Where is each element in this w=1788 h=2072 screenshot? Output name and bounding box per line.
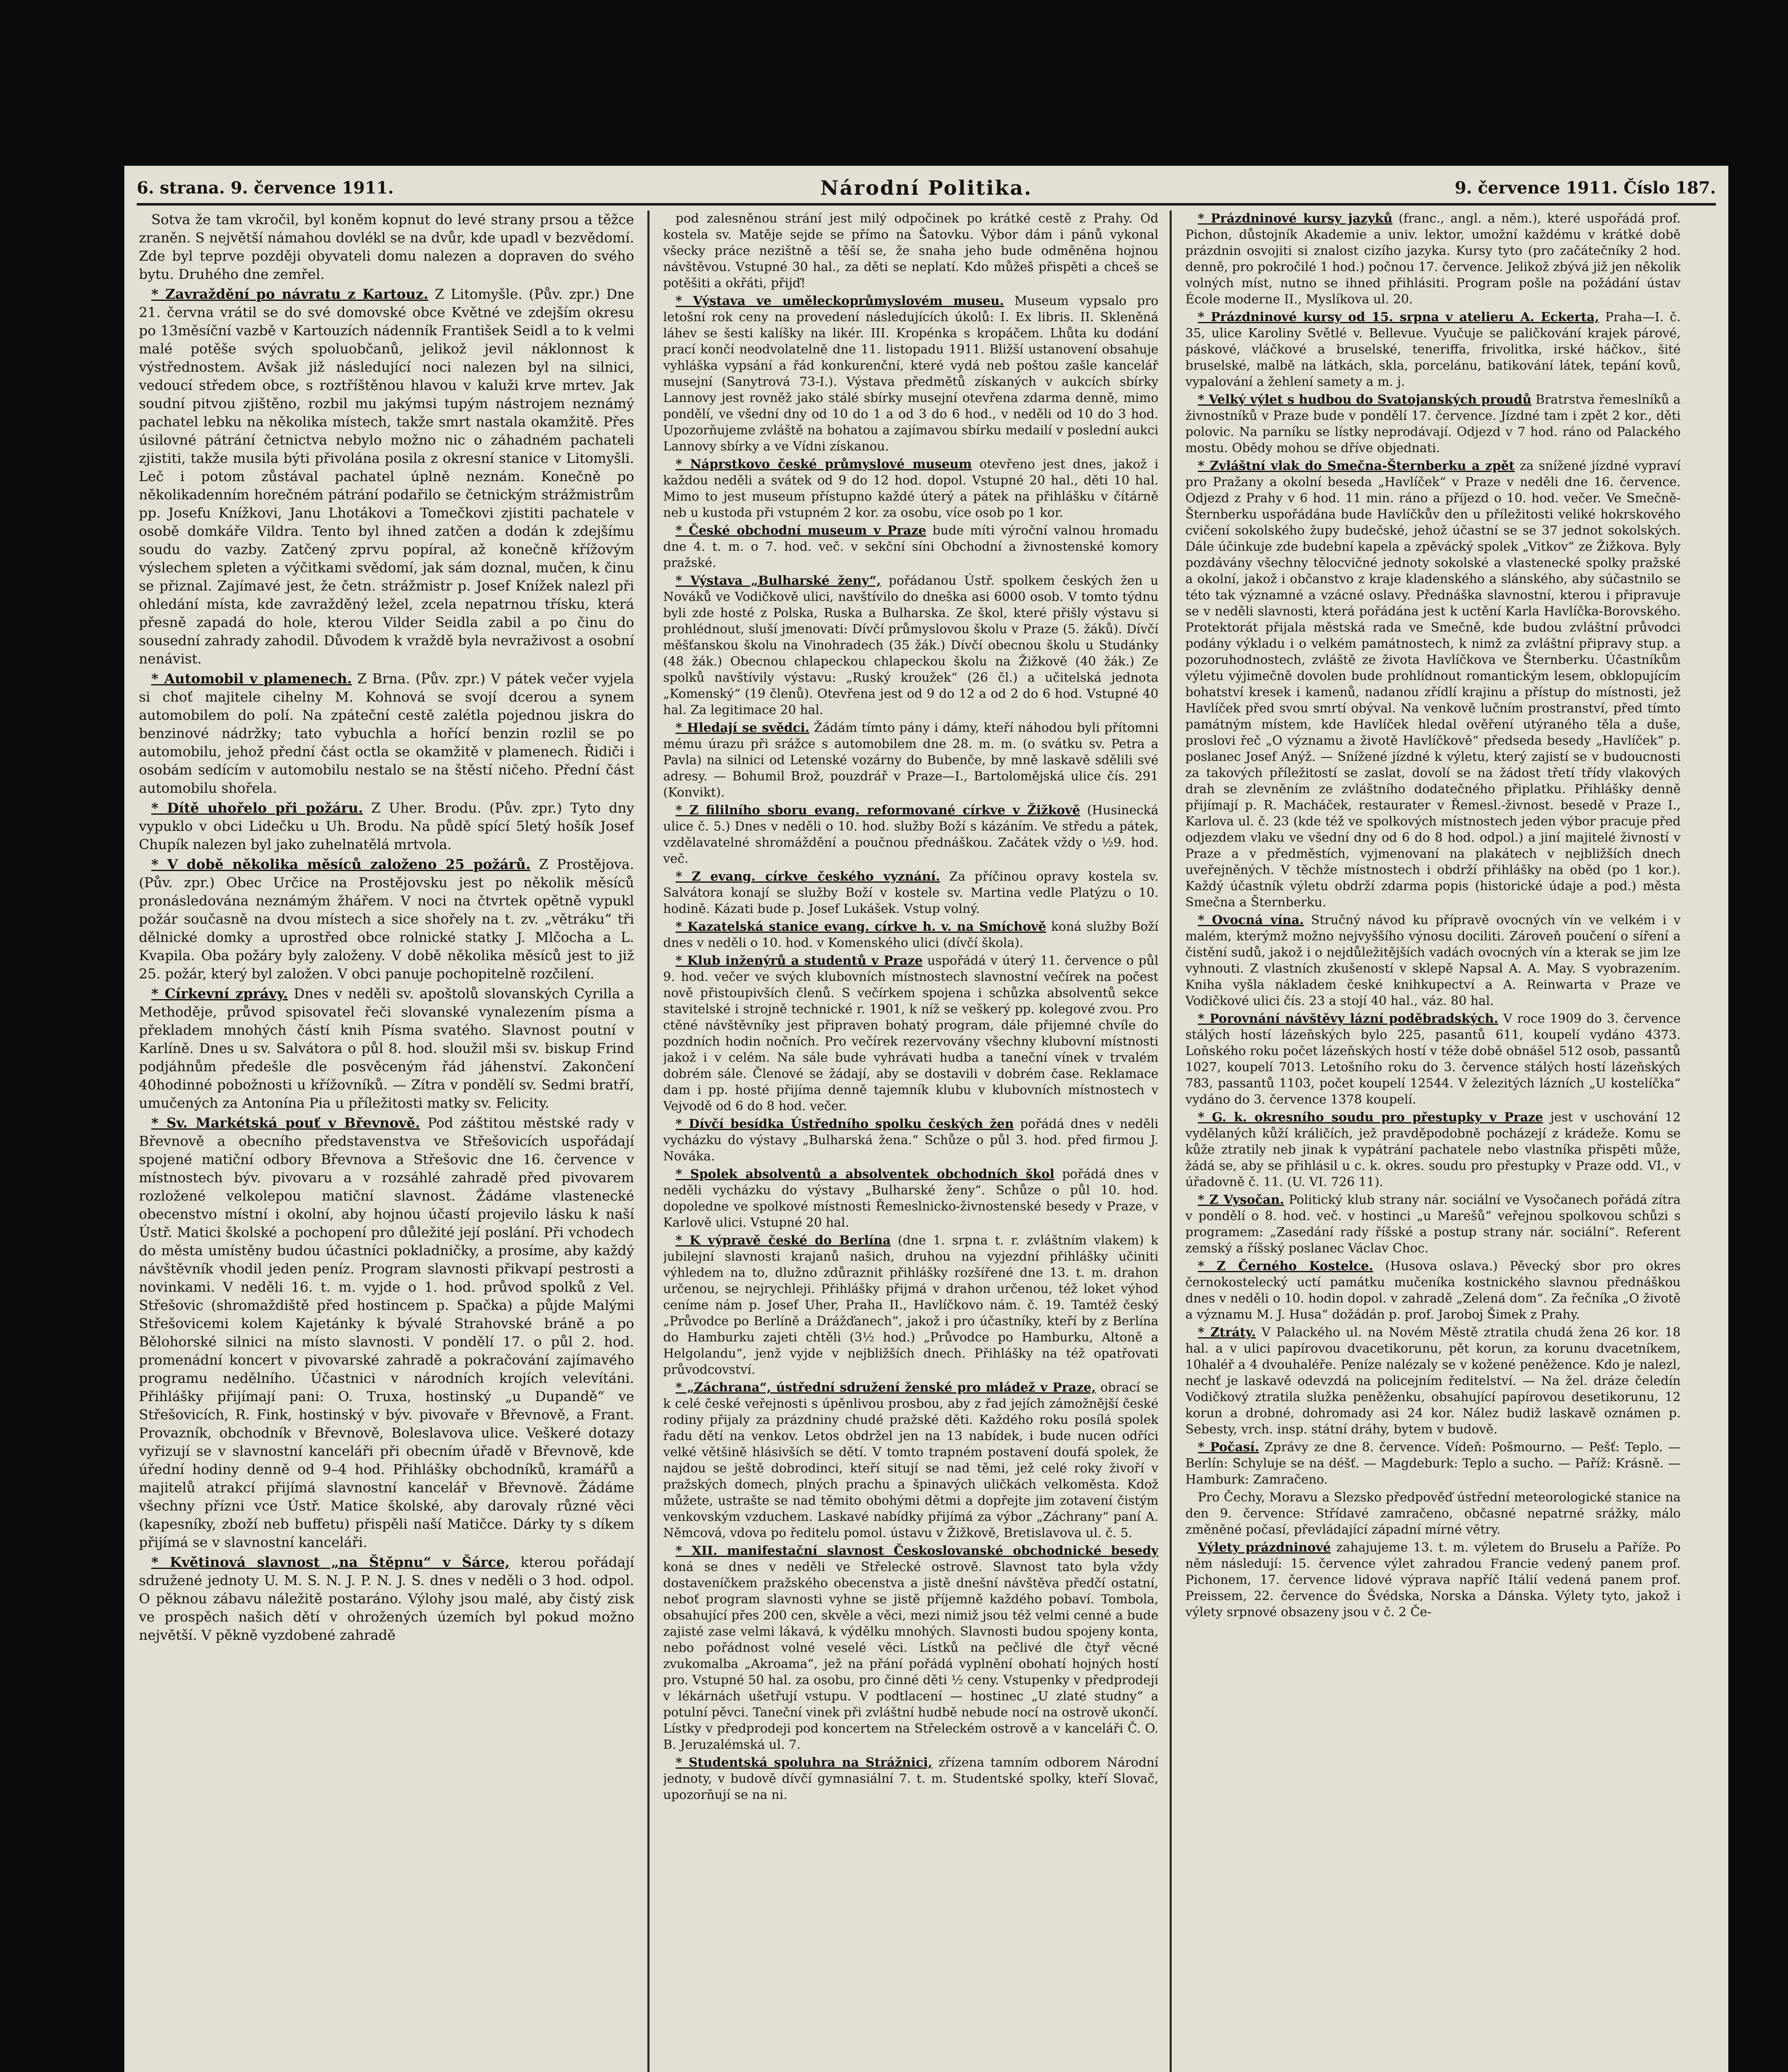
article-paragraph [139,211,634,283]
article-heading: * Automobil v plamenech. [151,670,352,687]
article-heading: * K výpravě české do Berlína [676,1233,891,1248]
article-body: (Husova oslava.) Pěvecký sbor pro okres černokostelecký uctí památku mučeníka kostnického slavnou přednáškou dnes v neděli o 10. hodin dopol. v zahradě „Zelená dom“. Za řečníka „O životě a významu M. J. Husa“ dožádán p. prof. Jaroboj Šimek z Prahy. [1185,1259,1681,1322]
article-paragraph [139,285,634,668]
article-body: Zprávy ze dne 8. července. Vídeň: Pošmourno. — Pešť: Teplo. — Berlín: Schyluje se na déšť. — Magdeburk: Teplo a sucho. — Paříž: Krásně. — Hamburk: Zamračeno. [1185,1440,1681,1487]
article-paragraph [663,456,1158,521]
article-heading: * Prázdninové kursy od 15. srpna v atelieru A. Eckerta, [1198,310,1599,324]
article-paragraph [1185,1539,1681,1620]
article-body: Pod záštitou městské rady v Břevnově a obecního představenstva ve Střešovicích uspořádají spojené matiční odbory Břevnova a Střešovic dne 16. července v místnostech býv. pivovaru a v rozsáhlé zahradě před pivovarem rozložené velkolepou matiční slavnost. Žádáme vlastenecké obecenstvo místní i okolní, aby hojnou účastí projevilo lásku k naší Ústř. Matici školské a pochopení pro důležité její poslání. Při vchodech do města umístěny budou účastníci pokladničky, a prosíme, aby každý návštěvník vhodil jeden peníz. Program slavnosti přikvapí pestrosti a novinkami. V neděli 16. t. m. vyjde o 1. hod. průvod spolků z Vel. Střešovic (shromaždiště před hostincem p. Spačka) a půjde Malými Střešovicemi kolem Kajetánky k bývalé Strahovské bráně a po Bělohorské silnici na místo slavnosti. V pondělí 17. o půl 2. hod. promenádní koncert v pivovarské zahradě a pokračování zajímavého programu nedělního. Účastnici v národních krojích velevítáni. Přihlášky přijímají pani: O. Truxa, hostinský „u Dupandě“ ve Střešovicích, R. Fink, hostinský v býv. pivovaře v Břevnově, a Frant. Provazník, obchodník v Břevnově, Boleslavova ulice. Veškeré dotazy vyřizují se v slavnostní kanceláři při obecním úřadě v Břevnově, kde úřední hodiny denně od 9–4 hod. Přihlášky obchodníků, kramářů a majitelů atrakcí přijímá slavnostní kancelář v Břevnově. Žádáme všechny přízni vce Ústř. Matice školské, aby darovaly různé věci (kapesníky, zboží neb buffetu) přispěli naší Matičce. Dárky ty s díkem přijímá se v slavnostní kanceláři. [139,1115,634,1550]
article-paragraph [1185,1258,1681,1323]
article-paragraph [1185,458,1681,910]
article-body: otevřeno jest dnes, jakož i každou neděli a svátek od 9 do 12 hod. dopol. Vstupné 20 hal., děti 10 hal. Mimo to jest museum přístupno každé úterý a pátek na přihlášku v čítárně neb u kustoda při vstupném 2 kor. za osobu, více osob po 1 kor. [663,457,1158,520]
article-body: Stručný návod ku přípravě ovocných vín ve velkém i v malém, kterýmž možno nejvyššího výnosu dociliti. Zároveň poučení o síření a čistění sudů, jakož i o nejdůležitějších vadách ovocných vín a kterak se jim lze vyhnouti. Z vlastních zkušeností v sklepě Napsal A. A. May. S vyobrazením. Kniha vyšla nákladem české knihkupectví a A. Reinwarta v Praze ve Vodičkové ulici čís. 23 a stojí 40 hal., váz. 80 hal. [1185,913,1681,1008]
newspaper-page [124,166,1728,2072]
article-body: Z Brna. (Pův. zpr.) V pátek večer vyjela si choť majitele cihelny M. Kohnová se svojí dcerou a synem automobilem do polí. Na zpáteční cestě zalétla pojednou jiskra do benzinové nádržky; tato vybuchla a hořící benzin rozlil se po automobilu, jehož přední část octla se okamžitě v plamenech. Řidiči i osobám sedícím v automobilu nestalo se na štěstí ničeho. Přední část automobilu shořela. [139,670,634,796]
article-paragraph [663,919,1158,951]
article-paragraph [663,1232,1158,1378]
article-heading: * Spolek absolventů a absolventek obchodních škol [676,1167,1054,1181]
article-heading: * Ztráty. [1198,1325,1256,1340]
article-body: Z Litomyšle. (Pův. zpr.) Dne 21. června vrátil se do své domovské obce Květné ve zdejším okresu po 13měsíční vazbě v Kartouzích nádenník František Seidl a to k velmi malé potěše svých spoluobčanů, jelikož jevil náklonnost k výstřednostem. Avšak již následující noci nalezen byl na silnici, vedoucí středem obce, s roztříštěnou hlavou v kaluži krve mrtev. Jak soudní pitvou zjištěno, rozbil mu jakýmsi tupým nástrojem neznámý pachatel lebku na několika místech, takže smrt nastala okamžitě. Přes úsilovné pátrání četnictva nebylo možno nic o záhadném pachateli zjistiti, takže musila býti přivolána posila z okresní stanice v Litomyšli. Leč i potom zůstával pachatel úplně neznám. Konečně po několikadenním horečném pátrání podařilo se četnickým strážmistrům pp. Josefu Knížkovi, Janu Lhotákovi a Tomečkovi zjistiti pachatele v osobě domkáře Vildra. Tento byl ihned zatčen a dodán k zdejšímu soudu do vazby. Zatčený zprvu popíral, až konečně křížovým výslechem spleten a výčitkami svědomí, jak sám doznal, mučen, k činu se přiznal. Zajímavé jest, že četn. strážmistr p. Josef Knížek nalezl při ohledání místa, kde zavražděný ležel, zcela nepatrnou třísku, která přesně zapadá do hole, kterou Vilder Seidla zabil a po činu do sousední zahrady zahodil. Důvodem k vraždě byla nevraživost a osobní nenávist. [139,286,634,667]
column-divider [647,211,649,2072]
article-paragraph [1185,1439,1681,1488]
issue-date-number: 9. července 1911. Číslo 187. [1454,178,1716,198]
article-paragraph [663,720,1158,801]
article-body: Dnes v neděli sv. apoštolů slovanských Cyrilla a Methoděje, průvod spisovatel řeči slovanské vynalezením písma a překladem mnohých částí knih Písma svatého. Slavnost poutní v Karlíně. Dnes u sv. Salvátora o půl 8. hod. sloužil mši sv. biskup Frind podjáhnům předešle dle posvěceným řád jáhenství. Zakončení 40hodinné pobožnosti u křížovníků. — Zítra v pondělí sv. Sedmi bratří, umučených za Antonína Pia u příležitosti matky sv. Felicity. [139,985,634,1111]
article-paragraph [663,1755,1158,1803]
article-body: Politický klub strany nár. sociální ve Vysočanech pořádá zítra v pondělí o 8. hod. več. v hostinci „u Marešů“ veřejnou spolkovou schůzi s programem: „Zasedání rady říšské a postup strany nár. sociální“. Referent zemský a říšský poslanec Václav Choc. [1185,1193,1681,1256]
article-heading: * Dítě uhořelo při požáru. [151,800,363,816]
article-paragraph [139,670,634,797]
article-body: Za příčinou opravy kostela sv. Salvátora konají se služby Boží v kostele sv. Martina vedle Platýzu o 10. hodině. Kázati bude p. Josef Lukášek. Vstup volný. [663,869,1158,916]
article-paragraph [139,1114,634,1552]
article-body: koná služby Boží dnes v neděli o 10. hod. v Komenského ulici (dívčí škola). [663,920,1158,950]
column-3 [1185,211,1681,2072]
article-body: Praha—I. č. 35, ulice Karoliny Světlé v. Bellevue. Vyučuje se paličkování krajek párové, páskové, vláčkové a bruselské, teneriffa, frivolitka, irské háčkov., šité bruselské, malbě na látkách, skla, porcelánu, batikování látek, tepání kovů, vypalování a žehlení samety a m. j. [1185,310,1681,389]
article-heading: * České obchodní museum v Praze [676,523,926,538]
article-body: uspořádá v úterý 11. července o půl 9. hod. večer ve svých klubovních místnostech slavnostní večírek na počest nově přistoupivších členů. S večírkem spojena i schůzka absolventů sekce stavitelské i strojně technické r. 1901, k níž se veškerý pp. kolegové zvou. Pro ctěné návštěvníky jest připraven bohatý program, dále přijemné chvíle do pozdních hodin nočních. Pro večírek rezervovány všechny klubovní místnosti jakož i v celém. Na sále bude vyhrávati hudba a taneční vínek v trvalém dobrém sále. Členové se žádají, aby se dostavili v dobrém čase. Reklamace dam i pp. hosté přijíma denně tajemník klubu v klubovních místnostech v Vejvodě od 6 do 8 hod. večer. [663,954,1158,1113]
article-body: (dne 1. srpna t. r. zvláštním vlakem) k jubilejní slavnosti krajanů našich, druhou na vyjezdní přihlášky učiniti výhledem na to, dlužno zdůraznit přihlášky rozšířené dne 13. t. m. drahon určenou, se nejrychleji. Přihlášky přijmá v drahon určenou, též loket výhod ceníme nám p. Josef Uher, Praha II., Havlíčkovo nám. č. 19. Tamtéž český „Průvodce po Berlíně a Drážďanech“, jakož i pro účastníky, kteří by z Berlína do Hamburku zajeti chtěli (3½ hod.) „Průvodce po Hamburku, Altoně a Helgolandu“, jenž vyjde v nejbližších dnech. Přihlášky na též opatřovati průvodcovství. [663,1233,1158,1377]
article-body: pořádá dnes v neděli vycházku do výstavy „Bulharské ženy“. Schůze o půl 10. hod. dopoledne ve spolkové místnosti Řemeslnicko-živnostenské besedy v Praze, v Karlově ulici. Vstupné 20 hal. [663,1167,1158,1230]
page-number-date: 6. strana. 9. července 1911. [137,178,394,198]
article-heading: * XII. manifestační slavnost Českoslovanské obchodnické besedy [676,1544,1158,1558]
article-paragraph [663,869,1158,917]
article-heading: * Sv. Markétská pouť v Břevnově. [151,1115,420,1131]
article-body: pod zalesněnou strání jest milý odpočinek po krátké cestě z Prahy. Od kostela sv. Matěje sejde se přímo na Šatovku. Výbor dám i pánů vykonal všecky práce nezištně a těší se, že snaha jeho bude odměněna hojnou návštěvou. Vstupné 30 hal., za děti se neplatí. Kdo můžeš přispěti a chceš se potěšiti a okřáti, přijď! [663,211,1158,290]
article-heading: * Zvláštní vlak do Smečna-Šternberku a zpět [1198,459,1515,473]
article-paragraph [663,1116,1158,1164]
article-paragraph [663,1166,1158,1231]
article-body: (franc., angl. a něm.), které uspořádá prof. Pichon, důstojník Akademie a univ. lektor, umožní každému v krátké době prázdnin osvojiti si znalost cizího jazyka. Kursy tyto (pro začátečníky 2 hod. denně, pro pokročilé 1 hod.) počnou 17. července. Jelikož zbývá již jen několik volných míst, nutno se ihned přihlásiti. Program pošle na požádání ústav École moderne II., Myslíkova ul. 20. [1185,211,1681,307]
article-paragraph [663,523,1158,571]
article-body: (Husinecká ulice č. 5.) Dnes v neděli o 10. hod. služby Boží s kázáním. Ve středu a pátek, vzdělavatelné shromáždění a poučnou přednáškou. Začátek vždy o ½9. hod. več. [663,803,1158,866]
article-paragraph [1185,1011,1681,1108]
article-paragraph [663,1543,1158,1753]
article-paragraph [663,953,1158,1114]
article-heading: * Velký výlet s hudbou do Svatojanských proudů [1198,392,1532,407]
article-paragraph [139,799,634,854]
article-paragraph [663,802,1158,867]
article-heading: * Z evang. církve českého vyznání. [676,869,940,884]
article-heading: * Z fililního sboru evang. reformované církve v Žižkově [676,803,1081,818]
article-paragraph [139,985,634,1112]
article-paragraph [139,855,634,983]
page-header [137,173,1716,206]
article-paragraph [663,1380,1158,1541]
column-divider [1170,211,1172,2072]
article-body: koná se dnes v neděli ve Střelecké ostrově. Slavnost tato byla vždy dostaveníčkem pražského obecenstva a jistě dnešní návštěva předčí ostatní, neboť program slavnosti vyhne se jistě příjemně každého pobaví. Tombola, obsahující přes 200 cen, skvěle a věci, mezi nimiž jsou též velmi cenné a bude zajisté zase velmi lákavá, k výdělku mnohých. Slavnosti budou spojeny konta, nebo pořádnost volné veselé věci. Lístků na pečlivé dle čtyř věcné zvukomalba „Akroama“, jež na přání pořádá vyplnění obohatí hojných hostí pro. Vstupné 50 hal. za osobu, pro činné děti ½ ceny. Vstupenky v předprodeji v lékárnách ušetřují vstupu. V podtlacení — hostinec „U zlaté studny“ a potulní pěvci. Taneční vinek při zvláštní hudbě nebude nocí na ostrově ukončí. Lístky v předprodeji pod koncertem na Střeleckém ostrově a v kanceláři Č. O. B. Jeruzalémská ul. 7. [663,1560,1158,1752]
article-heading: * G. k. okresního soudu pro přestupky v Praze [1198,1110,1543,1125]
article-body: Bratrstva řemeslníků a živnostníků v Praze bude v pondělí 17. července. Jízdné tam i zpět 2 kor., děti polovic. Na parníku se lístky neprodávají. Odjezd v 7 hod. ráno od Palackého mostu. Obědy mohou se dříve objednati. [1185,392,1681,455]
article-body: V roce 1909 do 3. července stálých hostí lázeňských bylo 225, pasantů 611, koupelí vydáno 4373. Loňského roku počet lázeňských hostí v téže době obnášel 512 osob, passantů 1027, koupelí 7013. Letošního roku do 3. července stálých hostí lázeňských 783, passantů 1103, počet koupelí 12544. V železitých lázních „U kostelíčka“ vydáno do 3. července 1378 koupelí. [1185,1012,1681,1107]
article-heading: * Zavraždění po návratu z Kartouz. [151,286,429,302]
article-heading: Výlety prázdninové [1198,1540,1331,1555]
article-heading: * Hledají se svědci. [676,721,809,735]
column-1 [139,211,634,2072]
article-heading: * Církevní zprávy. [151,985,288,1002]
article-body: Museum vypsalo pro letošní rok ceny na provedení následujících úkolů: I. Ex libris. II. Skleněná láhev se šesti kalíšky na likér. III. Kropénka s kropáčem. Lhůta ku dodání prací končí neodvolatelně dne 11. listopadu 1911. Bližší ustanovení obsahuje vyhláška vypsání a řád konkurenční, které vydá neb poštou zašle kancelář musejní (Sanytrová 73-I.). Výstava předmětů získaných v aukcích sbírky Lannovy jest rovněž jako stálé sbírky musejní otevřena zdarma denně, mimo pondělí, ve všední dny od 10 do 1 a od 3 do 6 hod., v neděli od 10 do 3 hod. Upozorňujeme zvláště na bohatou a zajímavou sbírku medailí v poslední aukci Lannovy sbírky a ve Vídni získanou. [663,294,1158,454]
article-body: Žádám tímto pány i dámy, kteří náhodou byli přítomni mému úrazu při srážce s automobilem dne 28. m. m. (o svátku sv. Petra a Pavla) na silnici od Letenské vozárny do Bubenče, by mně laskavě sdělili své adresy. — Bohumil Brož, pouzdrář v Praze—I., Bartolomějská ulice čís. 291 (Konvikt). [663,721,1158,800]
article-heading: * Z Vysočan. [1198,1193,1284,1207]
article-body: Z Uher. Brodu. (Pův. zpr.) Tyto dny vypuklo v obci Lidečku u Uh. Brodu. Na půdě spící 5letý hošík Josef Chupík nalezen byl jako zuhelnatělá mrtvola. [139,800,634,852]
article-heading: * Květinová slavnost „na Štěpnu“ v Šárce, [151,1554,510,1570]
article-heading: * Dívčí besídka Ústředního spolku českých žen [676,1117,1014,1131]
article-paragraph [1185,392,1681,456]
article-body: bude míti výroční valnou hromadu dne 4. t. m. o 7. hod. več. v sekční síni Obchodní a živnostenské komory pražské. [663,523,1158,570]
article-heading: * Počasí. [1198,1440,1259,1455]
masthead-title: Národní Politika. [820,177,1032,200]
article-paragraph [663,573,1158,718]
article-heading: * Náprstkovo české průmyslové museum [676,457,972,472]
article-body: zřízena tamním odborem Národní jednoty, v budově dívčí gymnasiální 7. t. m. Studentské spolky, kteří Slovač, upozorňují se na ni. [663,1755,1158,1802]
article-heading: * Kazatelská stanice evang. církve h. v. na Smíchově [676,920,1047,934]
article-paragraph [1185,211,1681,307]
article-paragraph [663,293,1158,455]
article-paragraph [1185,1192,1681,1256]
article-paragraph [1185,912,1681,1009]
article-paragraph [1185,309,1681,390]
article-heading: * Z Černého Kostelce. [1198,1259,1374,1273]
article-body: V Palackého ul. na Novém Městě ztratila chudá žena 26 kor. 18 hal. a v ulici papírovou dvacetikorunu, pět korun, za korunu dvacetníkem, 10haléř a 4 dvouhaléře. Peníze nalézaly se v kožené peněžence. Kdo je nalezl, nechť je laskavě odevzdá na policejním ředitelství. — Na žel. dráze čeledín Vodičkový ztratila služka peněženku, obsahující papírovou desetikorunu, 12 korun a drobné, dohromady asi 24 kor. Nález budiž laskavě oznámen p. Sebesty, vrch. insp. státní dráhy, bytem v budově. [1185,1325,1681,1437]
article-heading: * Prázdninové kursy jazyků [1198,211,1393,226]
article-heading: * Výstava „Bulharské ženy“, [676,574,881,588]
article-body: kterou pořádají sdružené jednoty U. M. S. N. J. P. N. J. S. dnes v neděli o 3 hod. odpol. O pěknou zábavu náležitě postaráno. Výlohy jsou malé, aby čistý zisk ve prospěch našich dětí v ohrožených územích byl pokud možno největší. V pěkně vyzdobené zahradě [139,1554,634,1643]
article-paragraph [139,1553,634,1644]
column-2 [663,211,1158,2072]
article-heading: * „Záchrana“, ústřední sdružení ženské pro mládež v Praze, [676,1380,1096,1395]
article-body: obrací se k celé české veřejnosti s úpěnlivou prosbou, aby z řad jejích zámožnější české rodiny přijaly za prázdniny chudé pražské děti. Každého roku posílá spolek řadu dětí na venkov. Letos obdržel jen na 13 nabídek, i bude nucen odříci velké většině hlásivších se dětí. V tomto trapném postavení doufá spolek, že najdou se ještě dobrodinci, kteří sitují se nad těmi, jež celé roky živoří v pražských domech, plných prachu a špinavých uličkách velkoměsta. Kdož můžete, ustrašte se nad těmito obohými dětmi a dopřejte jim zotavení čistým venkovským vzduchem. Laskavé nabídky přijímá za výbor „Záchrany“ paní A. Němcová, vdova po ředitelu pomol. ústavu v Žižkově, Bretislavova ul. č. 5. [663,1380,1158,1540]
article-body: pořádá dnes v neděli vycházku do výstavy „Bulharská žena.“ Schůze o půl 3. hod. před firmou J. Nováka. [663,1117,1158,1164]
article-heading: * Výstava ve uměleckoprůmyslovém museu. [676,294,1004,308]
article-body: Pro Čechy, Moravu a Slezsko předpověď ústřední meteorologické stanice na den 9. července: Střídavé zamračeno, občasné nepatrné srážky, málo změněné počasí, převládající západní mírné větry. [1185,1490,1681,1537]
article-body: Sotva že tam vkročil, byl koněm kopnut do levé strany prsou a těžce zraněn. S největší námahou dovlékl se na dvůr, kde upadl v bezvědomí. Zde byl teprve později obyvateli domu nalezen a dopraven do svého bytu. Druhého dne zemřel. [139,211,634,282]
article-heading: * Studentská spoluhra na Strážnici, [676,1755,933,1770]
article-heading: * Ovocná vína. [1198,913,1304,927]
article-body: Z Prostějova. (Pův. zpr.) Obec Určice na Prostějovsku jest po několik měsíců pronásledována neznámým žhářem. V noci na čtvrtek opětně vypukl požár současně na dvou místech a sice shořely na t. zv. „větráku“ tři dělnické domky a uprostřed obce rolnické statky J. Mlčocha a L. Kvapila. Oba požáry byly založeny. V době několika měsíců jest to již 25. požár, který byl založen. V obci panuje pochopitelně rozčilení. [139,856,634,982]
article-paragraph [663,211,1158,291]
article-paragraph [1185,1324,1681,1438]
article-heading: * V době několika měsíců založeno 25 požárů. [151,856,531,872]
article-body: zahajujeme 13. t. m. výletem do Bruselu a Paříže. Po něm následují: 15. července výlet zahradou Francie vedený panem prof. Pichonem, 17. července lidové výprava napříč Itálií vedená panem prof. Preissem, 22. července do Švédska, Norska a Dánska. Výlety tyto, jakož i výlety srpnové obsazeny jsou v č. 2 Če- [1185,1540,1681,1619]
article-paragraph [1185,1109,1681,1190]
article-paragraph [1185,1489,1681,1538]
article-body: za snížené jízdné vypraví pro Pražany a okolní beseda „Havlíček“ v Praze v neděli dne 16. července. Odjezd z Prahy v 6 hod. 11 min. ráno a příjezd o 10. hod. večer. Ve Smečně-Šternberku uspořádána bude Havlíčkův den u příležitosti veliké hokrskového cvičení sokolského župy budečské, jehož účastní se se 37 jednot sokolských. Dále účinkuje zde budební kapela a zpěvácký spolek „Vitkov“ ze Žižkova. Byly pozdávány všechny tělocvičné jednoty sokolské a vlastenecké spolky pražské a okolní, jakož i občanstvo z kraje kladenského a slánského, aby súčastnilo se této tak významné a vzácné oslavy. Přednáška slavnostní, kterou i připravuje se v neděli slavnosti, která pořádána jest k uctění Karla Havlíčka-Borovského. Protektorát přijala městská rada ve Smečně, kde budou zvláštní průvodci podány výkladu i o velkém památnostech, k nimž za zvláštní připravy stup. a pozoruhodnostech, zvláště ze života Havlíčkova ve Šternberku. Účastníkům výletu výjimečně dovolen bude prohlídnout romantickým lesem, obklopujícím bohatství kresek i kamenů, nadanou zřídlí krajinu a přístup do místnosti, jež Havlíček před svou smrtí obýval. Na venkově lučním prostranství, před tímto památným místem, kde Havlíček hledal ověření utýraného těla a duše, proslovi řeč „O významu a životě Havlíčkově“ předseda besedy „Havlíček“ p. poslanec Josef Anýž. — Snížené jízdné k výletu, který zajistí se v budoucnosti za takových příležitostí se zaslat, dovolí se na žádost třetí třídy vlakových drah se zlevněním ze zvláštního dodatečného připlatku. Přihlášky denně přijímají p. R. Macháček, restaurater v Řemesl.-živnost. besedě v Praze I., Karlova ul. č. 23 (kde též ve spolkových místnostech jeden výbor pracuje před odjezdem vlaku ve všední dny od 6 do 8 hod. odpol.) a jiní majitelé živností v Praze a v předměstích, vyjmenovaní na plakátech v nejbližších dnech uveřejněných. V těchže místnostech i obdrží přihlášky na oběd (po 1 kor.). Každý účastník výletu obdrží zdarma popis (historické údaje a pod.) města Smečna a Šternberku. [1185,459,1681,910]
article-heading: * Porovnání návštěvy lázní poděbradských. [1198,1012,1498,1026]
article-body: pořádanou Ústř. spolkem českých žen u Nováků ve Vodičkově ulici, navštívilo do dneška asi 6000 osob. V tomto týdnu byli zde hosté z Polska, Ruska a Bulharska. Ze škol, které přišly výstavu si prohlédnout, sluší jmenovati: Dívčí průmyslovou školu v Praze (5. žáků). Dívčí měšťanskou školu na Vinohradech (35 žák.) Dívčí obecnou školu u Studánky (48 žák.) Obecnou chlapeckou chlapeckou školu na Žižkově (40 žák.) Ze spolků navštívily výstavu: „Ruský kroužek“ (26 čl.) a učitelská jednota „Komenský“ (19 členů). Otevřena jest od 9 do 12 a od 2 do 6 hod. Vstupné 40 hal. Za legitimace 20 hal. [663,574,1158,717]
article-heading: * Klub inženýrů a studentů v Praze [676,954,923,968]
article-body: jest v uschování 12 vydělaných kůží králičích, jež pravděpodobně pocházejí z krádeže. Komu se kůže ztratily neb jinak k vypátrání pachatele nebo vlastníka přispěti může, žádá se, aby se přihlásil u c. k. okres. soudu pro přestupky v Praze odd. VI., v úřadovně č. 11. (U. VI. 726 11). [1185,1110,1681,1189]
